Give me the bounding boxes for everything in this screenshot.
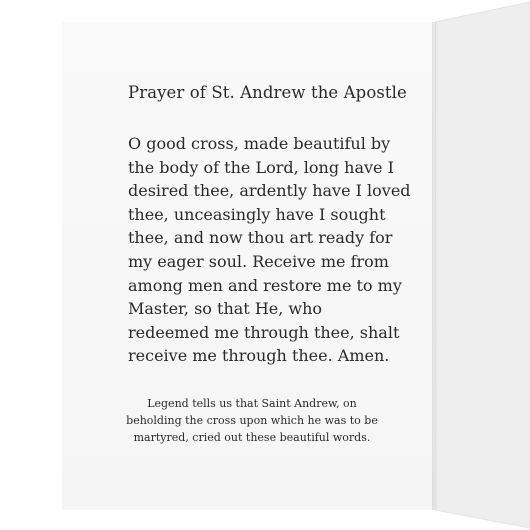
legend-note xyxy=(102,395,402,446)
note-line: martyred, cried out these beautiful words. xyxy=(133,431,371,444)
prayer-line: thee, unceasingly have I sought xyxy=(128,204,386,224)
prayer-line: the body of the Lord, long have I xyxy=(128,157,394,177)
prayer-line: receive me through thee. Amen. xyxy=(128,346,390,366)
prayer-text xyxy=(128,132,428,368)
card-content xyxy=(62,22,435,510)
prayer-line: redeemed me through thee, shalt xyxy=(128,322,400,342)
prayer-line: desired thee, ardently have I loved xyxy=(128,181,411,201)
prayer-line: Master, so that He, who xyxy=(128,299,323,319)
note-line: Legend tells us that Saint Andrew, on xyxy=(147,397,357,410)
prayer-line: thee, and now thou art ready for xyxy=(128,228,393,248)
note-line: beholding the cross upon which he was to be xyxy=(126,414,378,427)
prayer-line: among men and restore me to my xyxy=(128,275,402,295)
prayer-line: my eager soul. Receive me from xyxy=(128,251,389,271)
prayer-line: O good cross, made beautiful by xyxy=(128,134,391,153)
prayer-title: Prayer of St. Andrew the Apostle xyxy=(128,83,407,102)
